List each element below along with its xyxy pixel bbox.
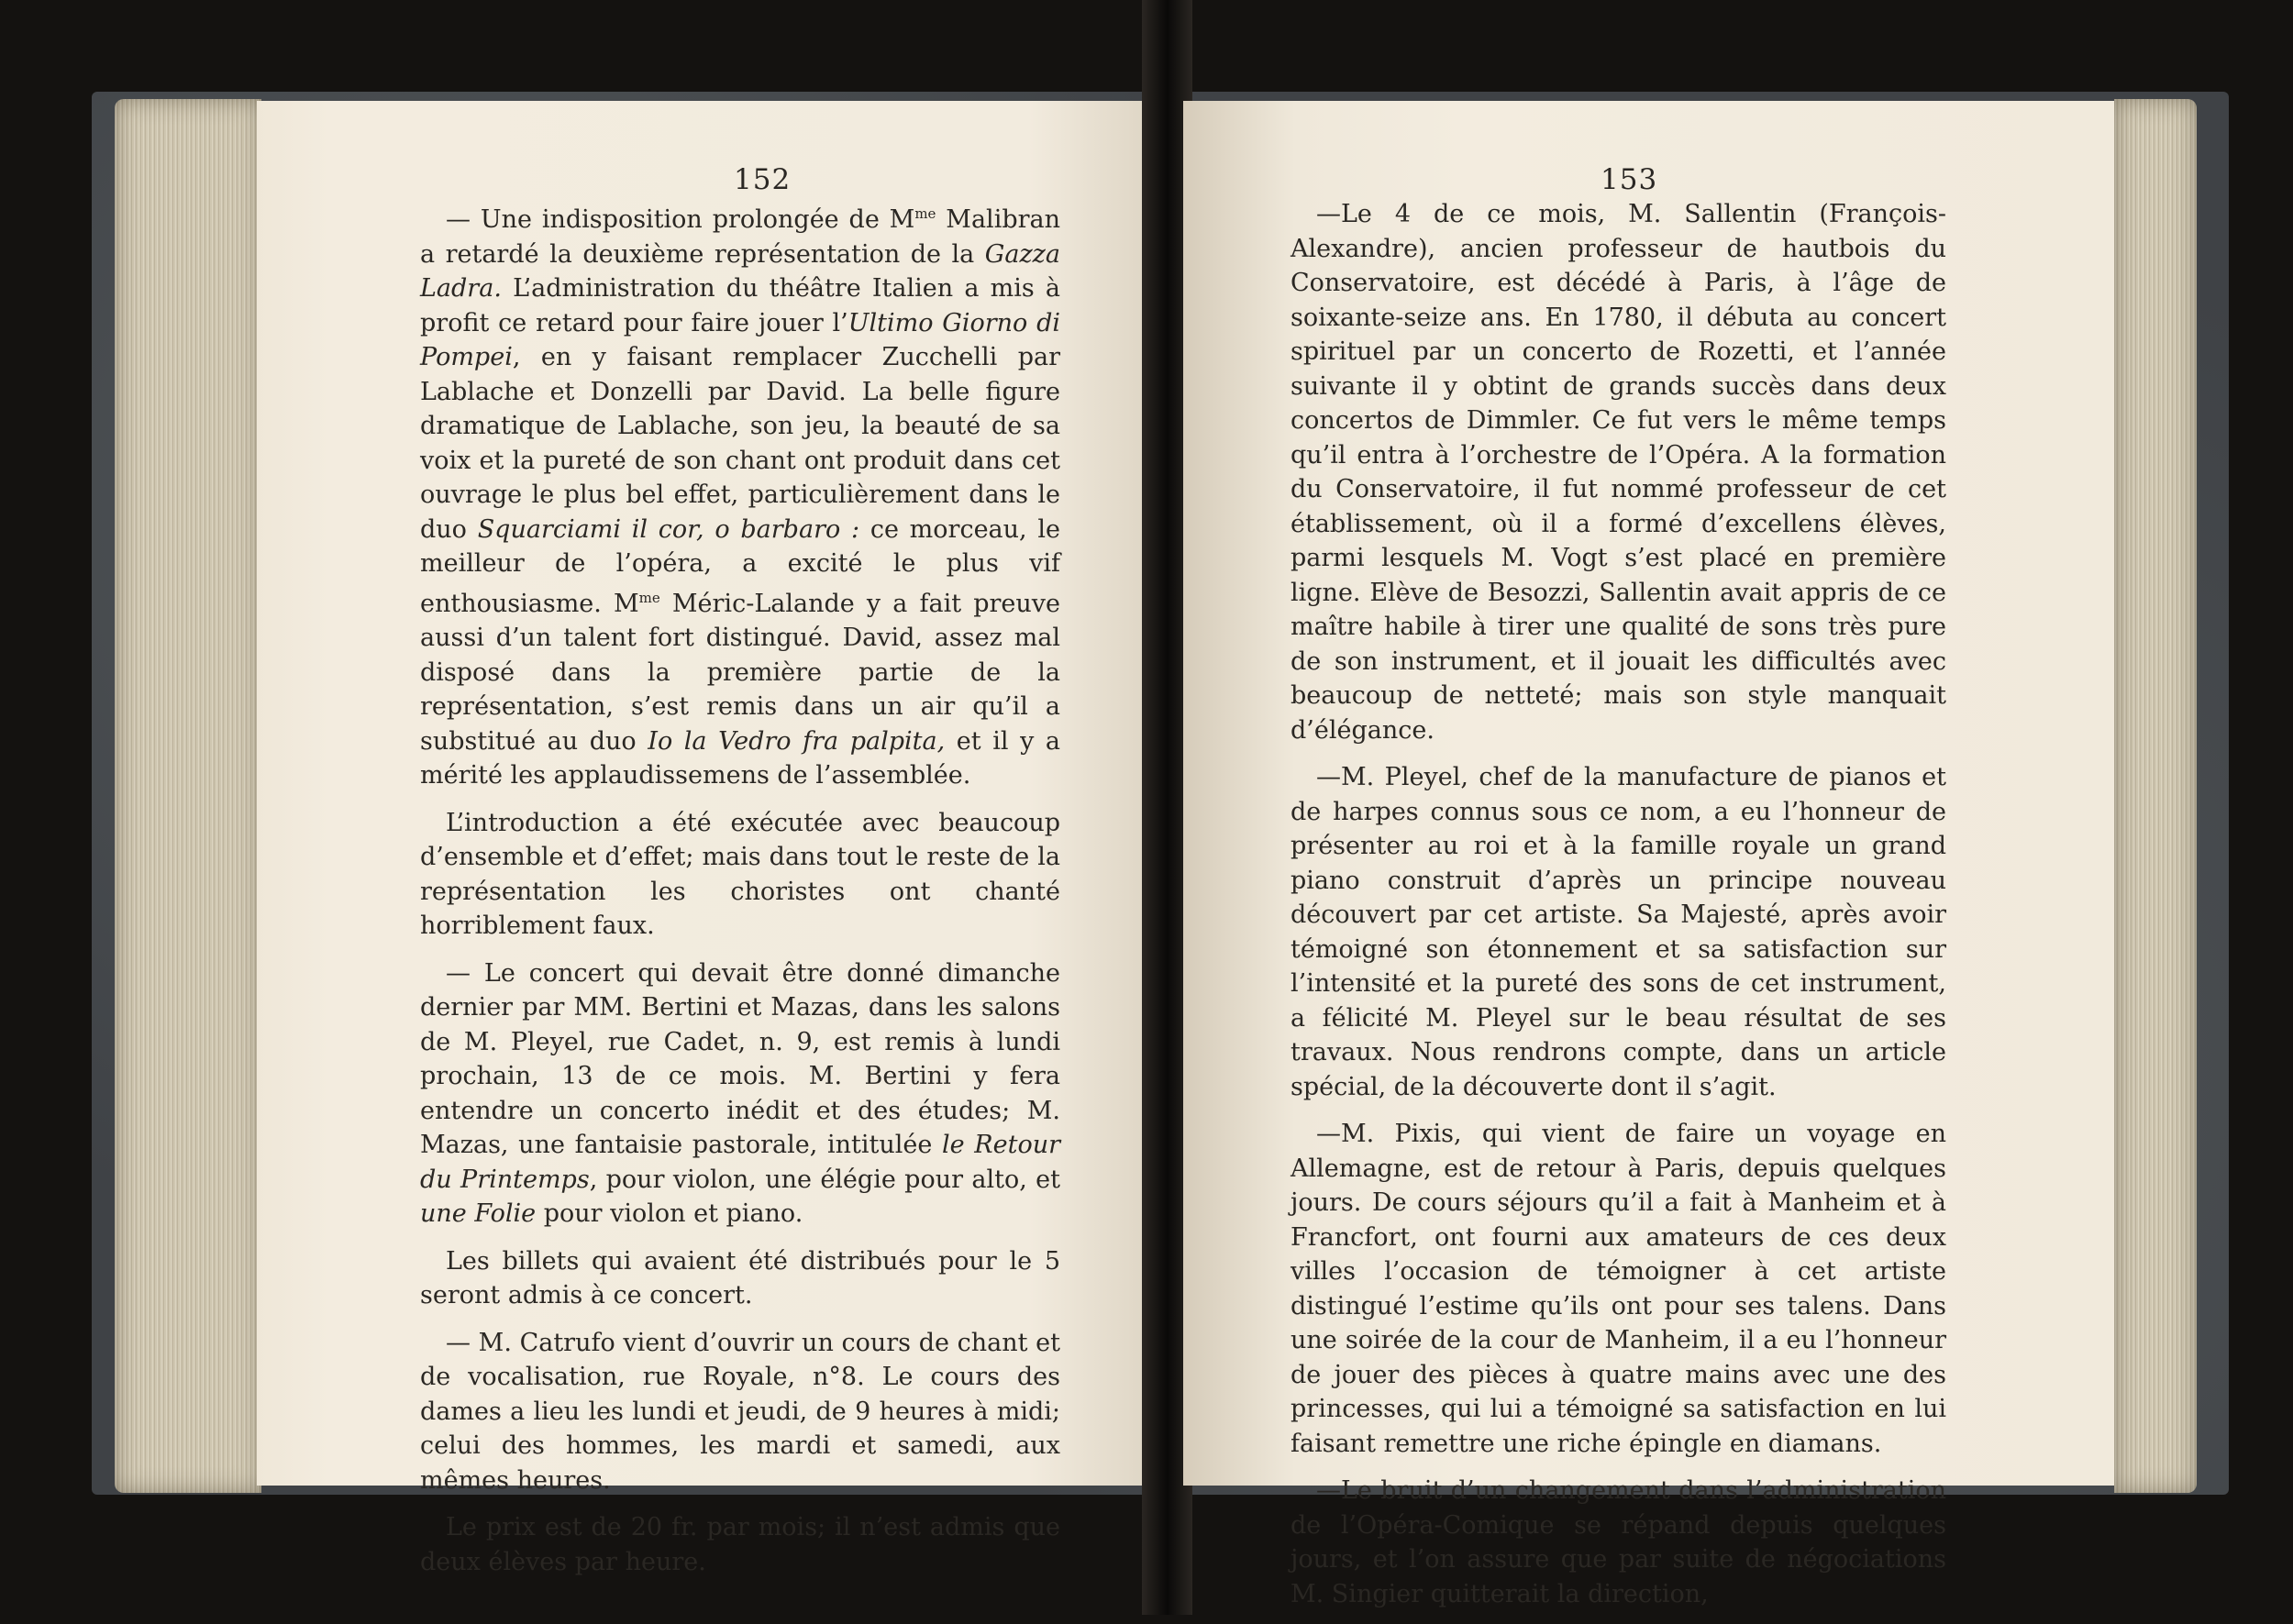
paragraph: —M. Pleyel, chef de la manufacture de pianos et de harpes connus sous ce nom, a eu l’honneur de présenter au roi et à la famille royale un grand piano construit d’après un principe nouveau découvert par cet artiste. Sa Majesté, après avoir témoigné son étonnement et sa satisfaction sur l’intensité et la pureté des sons de cet instrument, a félicité M. Pleyel sur le beau résultat de ses travaux. Nous rendrons compte, dans un article spécial, de la découverte dont il s’agit. (1291, 763, 1946, 1101)
paragraph: L’introduction a été exécutée avec beaucoup d’ensemble et d’effet; mais dans tout le reste de la représentation les choristes ont chanté horriblement faux. (420, 808, 1060, 940)
page-number-left: 152 (734, 163, 792, 196)
paragraph: —M. Pixis, qui vient de faire un voyage en Allemagne, est de retour à Paris, depuis quelques jours. De cours séjours qu’il a fait à Manheim et à Francfort, ont fourni aux amateurs de ces deux villes l’occasion de témoigner à cet artiste distingué l’estime qu’ils ont pour ses talens. Dans une soirée de la cour de Manheim, il a eu l’honneur de jouer des pièces à quatre mains avec une des princesses, qui lui a témoigné sa satisfaction en lui faisant remettre une riche épingle en diamans. (1291, 1120, 1946, 1458)
left-page-text (420, 197, 1060, 1592)
paragraph: — Le concert qui devait être donné dimanche dernier par MM. Bertini et Mazas, dans les salons de M. Pleyel, rue Cadet, n. 9, est remis à lundi prochain, 13 de ce mois. M. Bertini y fera entendre un concerto inédit et des études; M. Mazas, une fantaisie pastorale, intitulée le Retour du Printemps, pour violon, une élégie pour alto, et une Folie pour violon et piano. (420, 958, 1061, 1228)
left-page (257, 101, 1165, 1576)
paragraph: Les billets qui avaient été distribués pour le 5 seront admis à ce concert. (420, 1246, 1060, 1309)
right-page-text (1291, 197, 1946, 1624)
right-page (1183, 101, 2114, 1608)
left-page-edges (115, 99, 261, 1493)
paragraph: —Le 4 de ce mois, M. Sallentin (François-Alexandre), ancien professeur de hautbois du Conservatoire, est décédé à Paris, à l’âge de soixante-seize ans. En 1780, il débuta au concert spirituel par un concerto de Rozetti, et l’année suivante il y obtint de grands succès dans deux concertos de Dimmler. Ce fut vers le même temps qu’il entra à l’orchestre de l’Opéra. A la formation du Conservatoire, il fut nommé professeur de cet établissement, où il a formé d’excellens élèves, parmi lesquels M. Vogt s’est placé en première ligne. Elève de Besozzi, Sallentin avait appris de ce maître habile à tirer une qualité de sons très pure de son instrument, et il jouait les difficultés avec beaucoup de netteté; mais son style manquait d’élégance. (1291, 200, 1946, 745)
paragraph: —Le bruit d’un changement dans l’administration de l’Opéra-Comique se répand depuis quelques jours, et l’on assure que par suite de négociations M. Singier quitterait la direction, (1291, 1476, 1946, 1608)
right-page-edges (2114, 99, 2197, 1493)
paragraph: — Une indisposition prolongée de $M^{me}$ Malibran a retardé la deuxième représentation de la Gazza Ladra. L’administration du théâtre Italien a mis à profit ce retard pour faire jouer l’Ultimo Giorno di Pompei, en y faisant remplacer Zucchelli par Lablache et Donzelli par David. La belle figure dramatique de Lablache, son jeu, la beauté de sa voix et la pureté de son chant ont produit dans cet ouvrage le plus bel effet, particulièrement dans le duo Squarciami il cor, o barbaro : ce morceau, le meilleur de l’opéra, a excité le plus vif enthousiasme. $M^{me}$ Méric-Lalande y a fait preuve aussi d’un talent fort distingué. David, assez mal disposé dans la première partie de la représentation, s’est remis dans un air qu’il a substitué au duo Io la Vedro fra palpita, et il y a mérité les applaudissemens de l’assemblée. (420, 205, 1061, 790)
paragraph: Le prix est de 20 fr. par mois; il n’est admis que deux élèves par heure. (420, 1513, 1060, 1576)
paragraph: — M. Catrufo vient d’ouvrir un cours de chant et de vocalisation, rue Royale, n°8. Le cours des dames a lieu les lundi et jeudi, de 9 heures à midi; celui des hommes, les mardi et samedi, aux mêmes heures. (420, 1328, 1060, 1495)
page-number-right: 153 (1601, 163, 1658, 196)
